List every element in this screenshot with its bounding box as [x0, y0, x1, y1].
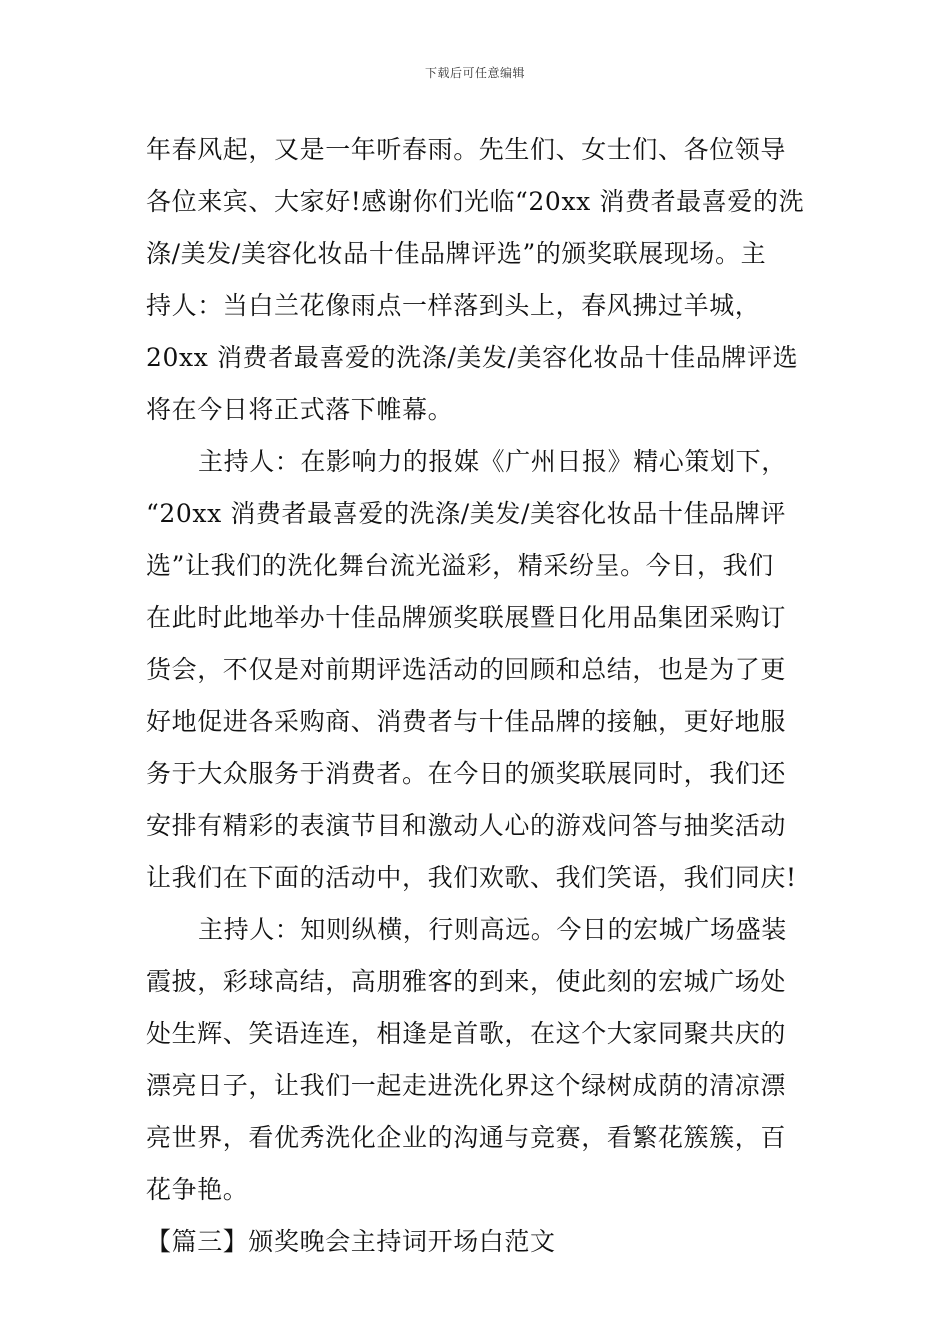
text-line: 花争艳。 — [146, 1175, 249, 1204]
paragraph-3 — [146, 904, 816, 1216]
document-body — [146, 124, 816, 1268]
text-line: 漂亮日子，让我们一起走进洗化界这个绿树成荫的清凉漂 — [146, 1071, 787, 1100]
text-line: 涤/美发/美容化妆品十佳品牌评选”的颁奖联展现场。主 — [146, 239, 767, 268]
text-line: 亮世界，看优秀洗化企业的沟通与竞赛，看繁花簇簇，百 — [146, 1123, 787, 1152]
text-line: 将在今日将正式落下帷幕。 — [146, 395, 454, 424]
text-line: 年春风起，又是一年听春雨。先生们、女士们、各位领导 — [146, 135, 787, 164]
page-header-note: 下载后可任意编辑 — [424, 66, 525, 80]
text-line: 各位来宾、大家好!感谢你们光临“20xx 消费者最喜爱的洗 — [146, 187, 805, 216]
text-line: 霞披，彩球高结，高朋雅客的到来，使此刻的宏城广场处 — [146, 967, 787, 996]
text-line: 持人：当白兰花像雨点一样落到头上，春风拂过羊城， — [146, 291, 761, 320]
text-line: 20xx 消费者最喜爱的洗涤/美发/美容化妆品十佳品牌评选 — [146, 343, 799, 372]
section-title: 【篇三】颁奖晚会主持词开场白范文 — [146, 1227, 556, 1256]
text-line: 让我们在下面的活动中，我们欢歌、我们笑语，我们同庆! — [146, 863, 797, 892]
text-line: 务于大众服务于消费者。在今日的颁奖联展同时，我们还 — [146, 759, 787, 788]
text-line: 处生辉、笑语连连，相逢是首歌，在这个大家同聚共庆的 — [146, 1019, 787, 1048]
text-line-indented: 主持人：在影响力的报媒《广州日报》精心策划下， — [198, 447, 787, 476]
text-line: 好地促进各采购商、消费者与十佳品牌的接触，更好地服 — [146, 707, 787, 736]
text-line: “20xx 消费者最喜爱的洗涤/美发/美容化妆品十佳品牌评 — [146, 499, 786, 528]
text-line: 安排有精彩的表演节目和激动人心的游戏问答与抽奖活动 — [146, 811, 787, 840]
paragraph-2 — [146, 436, 816, 904]
text-line: 选”让我们的洗化舞台流光溢彩，精采纷呈。今日，我们 — [146, 551, 774, 580]
text-line: 货会，不仅是对前期评选活动的回顾和总结，也是为了更 — [146, 655, 787, 684]
text-line: 在此时此地举办十佳品牌颁奖联展暨日化用品集团采购订 — [146, 603, 787, 632]
section-heading — [146, 1216, 816, 1268]
text-line-indented: 主持人：知则纵横，行则高远。今日的宏城广场盛装 — [198, 915, 787, 944]
paragraph-1 — [146, 124, 816, 436]
